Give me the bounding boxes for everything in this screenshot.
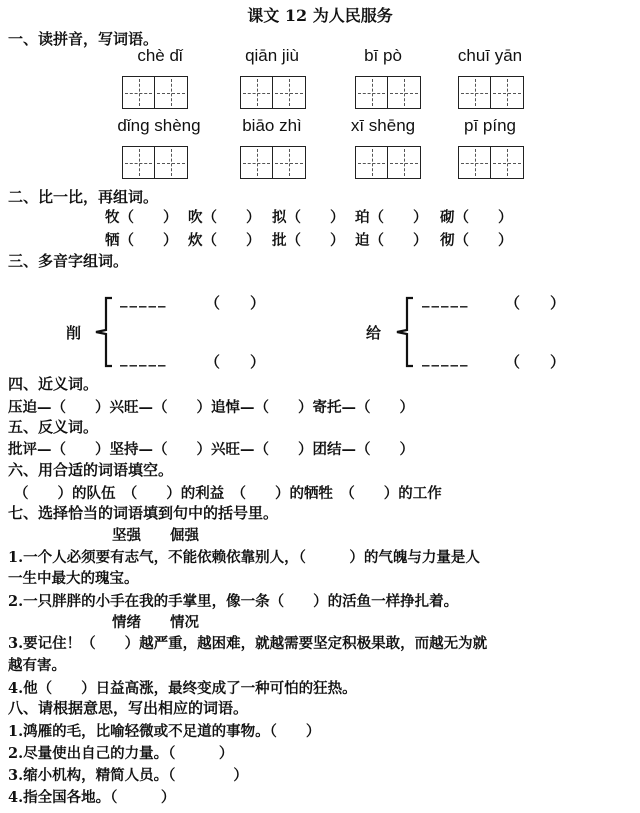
section-1-heading: 一、读拼音，写词语。 xyxy=(8,30,159,48)
section-3-heading: 三、多音字组词。 xyxy=(8,252,129,270)
section-6-heading: 六、用合适的词语填空。 xyxy=(8,461,174,479)
synonym-line: 压迫—（ ）兴旺—（ ）追悼—（ ）寄托—（ ） xyxy=(8,399,414,416)
question-text: 越有害。 xyxy=(8,657,66,674)
question-text: 2.一只胖胖的小手在我的手掌里，像一条（ ）的活鱼一样挣扎着。 xyxy=(8,593,459,610)
section-7-heading: 七、选择恰当的词语填到句中的括号里。 xyxy=(8,504,279,522)
answer-paren[interactable]: （ ） xyxy=(205,294,266,312)
question-text: 1.鸿雁的毛，比喻轻微或不足道的事物。（ ） xyxy=(8,723,321,740)
pinyin-label: dǐng shèng xyxy=(117,116,201,135)
answer-blank[interactable]: _____ xyxy=(120,349,168,367)
question-text: 2.尽量使出自己的力量。（ ） xyxy=(8,745,234,762)
answer-paren[interactable]: （ ） xyxy=(205,353,266,371)
section-5-heading: 五、反义词。 xyxy=(8,418,99,436)
pinyin-label: bī pò xyxy=(364,46,402,65)
page-title: 课文 12 为人民服务 xyxy=(247,6,393,25)
question-text: 4.指全国各地。（ ） xyxy=(8,789,176,806)
pinyin-label: pī píng xyxy=(464,116,516,135)
compare-item: 牺（ ） xyxy=(105,232,178,249)
brace-icon xyxy=(92,296,114,368)
compare-item: 迫（ ） xyxy=(355,232,428,249)
answer-paren[interactable]: （ ） xyxy=(505,353,566,371)
writing-grid[interactable] xyxy=(458,76,524,109)
word-choices: 坚强 倔强 xyxy=(112,527,199,544)
writing-grid[interactable] xyxy=(458,146,524,179)
word-choices: 情绪 情况 xyxy=(112,614,199,631)
compare-item: 拟（ ） xyxy=(272,209,345,226)
compare-item: 批（ ） xyxy=(272,232,345,249)
compare-item: 珀（ ） xyxy=(355,209,428,226)
question-text: 4.他（ ）日益高涨，最终变成了一种可怕的狂热。 xyxy=(8,680,357,697)
question-text: 一生中最大的瑰宝。 xyxy=(8,570,139,587)
section-4-heading: 四、近义词。 xyxy=(8,375,99,393)
compare-item: 吹（ ） xyxy=(188,209,261,226)
pinyin-label: chè dǐ xyxy=(137,46,183,65)
question-text: 3.缩小机构，精简人员。（ ） xyxy=(8,767,248,784)
compare-item: 砌（ ） xyxy=(440,209,513,226)
writing-grid[interactable] xyxy=(355,76,421,109)
polyphone-char: 给 xyxy=(366,324,382,342)
writing-grid[interactable] xyxy=(240,146,306,179)
writing-grid[interactable] xyxy=(122,146,188,179)
writing-grid[interactable] xyxy=(240,76,306,109)
question-text: 3.要记住！（ ）越严重，越困难，就越需要坚定积极果敢，而越无为就 xyxy=(8,635,488,652)
pinyin-label: qiān jiù xyxy=(245,46,299,65)
compare-item: 牧（ ） xyxy=(105,209,178,226)
compare-item: 彻（ ） xyxy=(440,232,513,249)
polyphone-char: 削 xyxy=(66,324,82,342)
pinyin-label: chuī yān xyxy=(457,46,523,65)
answer-paren[interactable]: （ ） xyxy=(505,294,566,312)
section-8-heading: 八、请根据意思，写出相应的词语。 xyxy=(8,699,249,717)
question-text: 1.一个人必须要有志气，不能依赖依靠别人，（ ）的气魄与力量是人 xyxy=(8,549,480,566)
answer-blank[interactable]: _____ xyxy=(422,349,470,367)
answer-blank[interactable]: _____ xyxy=(120,290,168,308)
pinyin-label: xī shēng xyxy=(350,116,416,135)
fill-line: （ ）的队伍 （ ）的利益 （ ）的牺牲 （ ）的工作 xyxy=(14,485,442,502)
writing-grid[interactable] xyxy=(355,146,421,179)
compare-item: 炊（ ） xyxy=(188,232,261,249)
writing-grid[interactable] xyxy=(122,76,188,109)
answer-blank[interactable]: _____ xyxy=(422,290,470,308)
brace-icon xyxy=(393,296,415,368)
section-2-heading: 二、比一比，再组词。 xyxy=(8,188,159,206)
pinyin-label: biāo zhì xyxy=(242,116,302,135)
antonym-line: 批评—（ ）坚持—（ ）兴旺—（ ）团结—（ ） xyxy=(8,441,414,458)
